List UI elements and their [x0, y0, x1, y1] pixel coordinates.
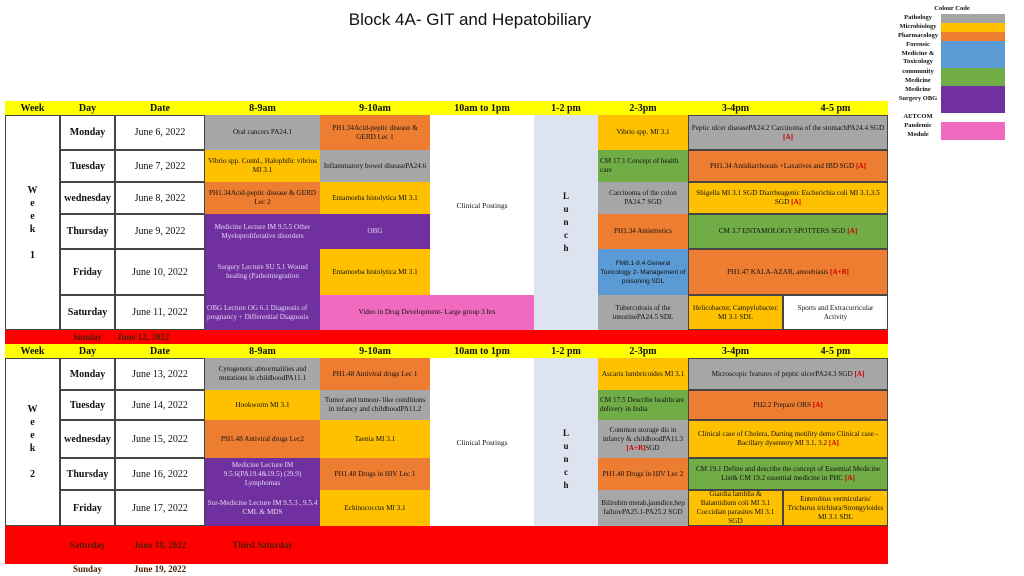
slot-2-3: CM 17.1 Concept of health care — [598, 150, 688, 182]
legend-item: Pandemic Module — [895, 122, 1009, 140]
slot-2-3: Ascaris lumbricoides MI 3.1 — [598, 358, 688, 390]
day-label: Monday — [60, 115, 115, 150]
legend-item: Pathology — [895, 14, 1009, 23]
slot-3-4: Giardia lamblia & Balantidium coli MI 3.1 Coccidian parasites MI 3.1 SGD — [688, 490, 783, 526]
day-label: Thursday — [60, 458, 115, 490]
clinical-postings-week-2: Clinical Postings — [430, 358, 534, 526]
date-label: June 15, 2022 — [115, 420, 205, 458]
header-week: Week — [5, 101, 60, 115]
week-1-label: W e e k 1 — [5, 115, 60, 330]
slot-8-9: Cytogenetic abnormalities and mutations in childhoodPA11.1 — [205, 358, 320, 390]
clinical-postings-week-1: Clinical Postings — [430, 115, 534, 295]
date-label: June 13, 2022 — [115, 358, 205, 390]
header-10am-1pm: 10am to 1pm — [430, 344, 534, 358]
slot-3-5: CM 19.1 Define and describe the concept of Essential Medicine List& CM 19.2 essential medicine in PHC [A] — [688, 458, 888, 490]
header-1-2pm: 1-2 pm — [534, 101, 598, 115]
day-label: Tuesday — [60, 390, 115, 420]
slot-2-3: CM 17.5 Describe healthcare delivery in India — [598, 390, 688, 420]
date-label: June 8, 2022 — [115, 182, 205, 214]
day-label: wednesday — [60, 182, 115, 214]
slot-2-3: Carcinoma of the colon PA24.7 SGD — [598, 182, 688, 214]
slot-9-10: PH1.48 Drugs in HIV Lec 1 — [320, 458, 430, 490]
legend-heading: Colour Code — [934, 5, 970, 12]
slot-9-10: PH1.48 Antiviral drugs Lec 1 — [320, 358, 430, 390]
slot-2-3: Vibrio spp. MI 3.1 — [598, 115, 688, 150]
slot-9-10: Echinococcus MI 3.1 — [320, 490, 430, 526]
day-label: Friday — [60, 249, 115, 295]
slot-8-9: Vibrio spp. Contd., Halophilic vibrios MI 3.1 — [205, 150, 320, 182]
date-label: June 9, 2022 — [115, 214, 205, 249]
slot-8-9: PH1.34Acid-peptic disease & GERD Lec 2 — [205, 182, 320, 214]
slot-9-10: Tumor and tumour- like conditions in infancy and childhoodPA11.2 — [320, 390, 430, 420]
slot-9-10: Taenia MI 3.1 — [320, 420, 430, 458]
day-label: Thursday — [60, 214, 115, 249]
header-9-10am: 9-10am — [320, 101, 430, 115]
legend-item: Pharmacology — [895, 32, 1009, 41]
header-4-5pm: 4-5 pm — [783, 344, 888, 358]
lunch-label-week-1: L u n c h — [562, 191, 569, 253]
header-week: Week — [5, 344, 60, 358]
header-day: Day — [60, 344, 115, 358]
slot-8-9: OBG Lecture OG 6.1 Diagnosis of pregnancy + Differential Diagnosis — [205, 295, 320, 330]
slot-9-10: Inflammatory bowel diseasePA24.6 — [320, 150, 430, 182]
saturday-date: June 18, 2022 — [133, 539, 187, 550]
slot-9-10: Entamoeba histolytica MI 3.1 — [320, 249, 430, 295]
day-label: Saturday — [60, 295, 115, 330]
slot-3-5: Peptic ulcer diseasePA24.2 Carcinoma of the stomachPA24.4 SGD [A] — [688, 115, 888, 150]
saturday-note: Third Saturday — [232, 539, 293, 550]
slot-9-10: Entamoeba histolytica MI 3.1 — [320, 182, 430, 214]
slot-3-4: Helicobacter, Campylobacter. MI 3.1 SDL — [688, 295, 783, 330]
date-label: June 16, 2022 — [115, 458, 205, 490]
slot-2-3: FM8.1-8.4 General Toxicology 2- Management of poisoning SDL — [598, 249, 688, 295]
header-1-2pm: 1-2 pm — [534, 344, 598, 358]
slot-3-5: Clinical case of Cholera, Darting motility demo Clinical case - Bacillary dysentery MI 3.1, 3.2 [A] — [688, 420, 888, 458]
sunday-date: June 12, 2022 — [117, 331, 170, 342]
saturday-row-fill — [598, 526, 888, 564]
slot-2-3: PH1.48 Drugs in HIV Lec 2 — [598, 458, 688, 490]
slot-8-9: Sur-Medicine Lecture IM 9.5.3 , 9.5.4 CML & MDS — [205, 490, 320, 526]
header-10am-1pm: 10am to 1pm — [430, 101, 534, 115]
header-3-4pm: 3-4pm — [688, 101, 783, 115]
slot-3-5: PH2.2 Prepare ORS [A] — [688, 390, 888, 420]
header-date: Date — [115, 101, 205, 115]
slot-8-9: Medicine Lecture IM 9.5.6(PA19.4&19.5) (29.9) Lymphomas — [205, 458, 320, 490]
day-label: Tuesday — [60, 150, 115, 182]
legend-item: AETCOM — [903, 113, 933, 120]
legend-item: Microbiology — [895, 23, 1009, 32]
sunday-day: Sunday — [72, 331, 103, 342]
slot-3-5: CM 3.7 ENTAMOLOGY SPOTTERS SGD [A] — [688, 214, 888, 249]
saturday-day: Saturday — [69, 539, 106, 550]
header-2-3pm: 2-3pm — [598, 101, 688, 115]
slot-8-9: Medicine Lecture IM 9.5.5 Other Myeloproliferative disorders — [205, 214, 320, 249]
slot-2-3: Bilirubin metab,jaundice,hep failurePA25.1-PA25.2 SGD — [598, 490, 688, 526]
slot-8-9: Oral cancers PA24.1 — [205, 115, 320, 150]
slot-8-9: PH1.48 Antiviral drugs Lec2 — [205, 420, 320, 458]
slot-8-9: Surgery Lecture SU 5.1 Wound healing (Pathointegration — [205, 249, 320, 295]
slot-3-5: Shigella MI 3.1 SGD Diarrheagenic Escherichia coli MI 3.1,3.5 SGD [A] — [688, 182, 888, 214]
colour-code-legend — [895, 5, 1009, 138]
week-2-label: W e e k 2 — [5, 358, 60, 526]
date-label: June 11, 2022 — [115, 295, 205, 330]
slot-3-5: Microscopic features of peptic ulcerPA24.3 SGD [A] — [688, 358, 888, 390]
slot-2-3: Common storage dis in infancy & childhoodPA11.3 [A+B]SGD — [598, 420, 688, 458]
day-label: Monday — [60, 358, 115, 390]
slot-2-3: PH1.34 Antiemetics — [598, 214, 688, 249]
slot-9-10: PH1.34Acid-peptic disease & GERD Lec 1 — [320, 115, 430, 150]
legend-item: community Medicine — [895, 68, 1009, 86]
slot-2-3: Tuberculosis of the intestinePA24.5 SDL — [598, 295, 688, 330]
date-label: June 14, 2022 — [115, 390, 205, 420]
slot-9-10: OBG — [320, 214, 430, 249]
slot-8-9: Hookworm MI 3.1 — [205, 390, 320, 420]
lunch-label-week-2: L u n c h — [562, 428, 569, 490]
date-label: June 7, 2022 — [115, 150, 205, 182]
header-8-9am: 8-9am — [205, 101, 320, 115]
page-title: Block 4A- GIT and Hepatobiliary — [348, 10, 592, 29]
header-9-10am: 9-10am — [320, 344, 430, 358]
slot-3-5: PH1.47 KALA-AZAR, amoebiasis [A+B] — [688, 249, 888, 295]
day-label: wednesday — [60, 420, 115, 458]
slot-4-5: Enterobius vermicularis/ Trichurus trichiura/Strongyloides MI 3.1 SDL — [783, 490, 888, 526]
sunday-day: Sunday — [72, 563, 103, 574]
slot-4-5: Sports and Extracurricular Activity — [783, 295, 888, 330]
date-label: June 10, 2022 — [115, 249, 205, 295]
date-label: June 17, 2022 — [115, 490, 205, 526]
legend-item: Forensic Medicine & Toxicology — [895, 41, 1009, 68]
date-label: June 6, 2022 — [115, 115, 205, 150]
header-2-3pm: 2-3pm — [598, 344, 688, 358]
header-3-4pm: 3-4pm — [688, 344, 783, 358]
header-4-5pm: 4-5 pm — [783, 101, 888, 115]
legend-item: Medicine Surgery OBG — [895, 86, 1009, 113]
header-date: Date — [115, 344, 205, 358]
slot-3-5: PH1.34 Antidiarrhoeals +Laxatives and IBD SGD [A] — [688, 150, 888, 182]
sunday-date: June 19, 2022 — [133, 563, 187, 574]
header-day: Day — [60, 101, 115, 115]
header-8-9am: 8-9am — [205, 344, 320, 358]
slot-9-1: Video in Drug Development- Large group 3 hrs — [320, 295, 534, 330]
day-label: Friday — [60, 490, 115, 526]
